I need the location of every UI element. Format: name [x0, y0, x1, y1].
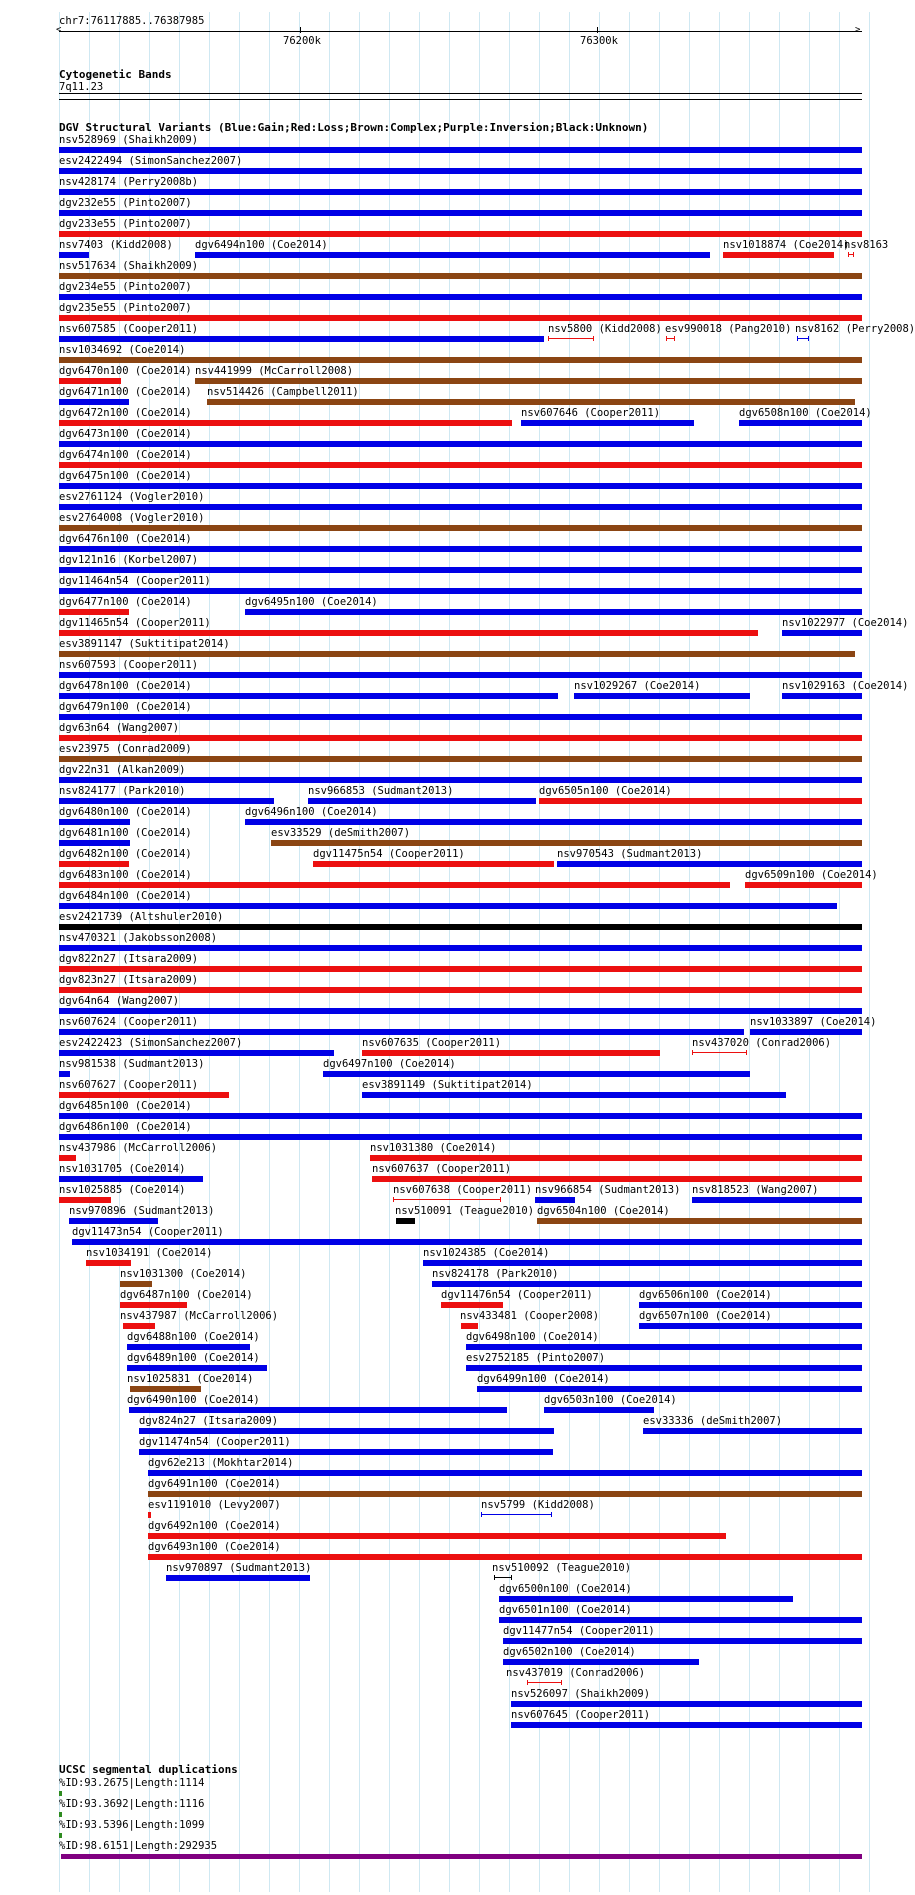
- variant-bar[interactable]: [139, 1428, 554, 1434]
- variant-bar[interactable]: [59, 483, 862, 489]
- segdup-track-title: UCSC segmental duplications: [59, 1763, 238, 1776]
- segdup-label[interactable]: %ID:93.5396|Length:1099: [59, 1819, 205, 1831]
- variant-bar[interactable]: [548, 338, 594, 339]
- variant-label[interactable]: dgv6480n100 (Coe2014): [59, 806, 192, 818]
- variant-label[interactable]: nsv607627 (Cooper2011): [59, 1079, 199, 1091]
- ruler-arrow-right-icon: >: [855, 25, 861, 35]
- variant-bar[interactable]: [59, 1029, 744, 1035]
- variant-label[interactable]: dgv11464n54 (Cooper2011): [59, 575, 211, 587]
- variant-bar[interactable]: [643, 1428, 862, 1434]
- variant-bar[interactable]: [692, 1197, 862, 1203]
- variant-bar[interactable]: [557, 861, 862, 867]
- variant-bar[interactable]: [59, 546, 862, 552]
- variant-label[interactable]: dgv6501n100 (Coe2014): [499, 1604, 632, 1616]
- variant-label[interactable]: dgv6479n100 (Coe2014): [59, 701, 192, 713]
- variant-bar[interactable]: [503, 1638, 862, 1644]
- variant-bar[interactable]: [499, 1596, 793, 1602]
- variant-label[interactable]: dgv22n31 (Alkan2009): [59, 764, 186, 776]
- variant-bar[interactable]: [639, 1323, 862, 1329]
- variant-label[interactable]: esv2752185 (Pinto2007): [466, 1352, 606, 1364]
- variant-label[interactable]: dgv6472n100 (Coe2014): [59, 407, 192, 419]
- ruler-arrow-left-icon: <: [56, 25, 62, 35]
- variant-label[interactable]: nsv441999 (McCarroll2008): [195, 365, 354, 377]
- variant-label[interactable]: dgv6486n100 (Coe2014): [59, 1121, 192, 1133]
- variant-label[interactable]: dgv6494n100 (Coe2014): [195, 239, 328, 251]
- variant-label[interactable]: dgv6504n100 (Coe2014): [537, 1205, 670, 1217]
- variant-label[interactable]: nsv966854 (Sudmant2013): [535, 1184, 681, 1196]
- variant-label[interactable]: dgv6474n100 (Coe2014): [59, 449, 192, 461]
- variant-label[interactable]: nsv607646 (Cooper2011): [521, 407, 661, 419]
- variant-label[interactable]: dgv6488n100 (Coe2014): [127, 1331, 260, 1343]
- variant-label[interactable]: nsv1022977 (Coe2014): [782, 617, 909, 629]
- variant-label[interactable]: esv23975 (Conrad2009): [59, 743, 192, 755]
- variant-bar[interactable]: [59, 1176, 203, 1182]
- variant-label[interactable]: nsv1029163 (Coe2014): [782, 680, 909, 692]
- dgv-track-title: DGV Structural Variants (Blue:Gain;Red:Loss;Brown:Complex;Purple:Inversion;Black:Unknown): [59, 121, 649, 134]
- variant-bar[interactable]: [59, 924, 862, 930]
- variant-bar[interactable]: [59, 882, 730, 888]
- variant-bar[interactable]: [848, 254, 854, 255]
- variant-bar[interactable]: [139, 1449, 553, 1455]
- ruler-tick-label: 76200k: [283, 35, 321, 47]
- variant-label[interactable]: nsv526097 (Shaikh2009): [511, 1688, 651, 1700]
- variant-bar[interactable]: [59, 1092, 229, 1098]
- variant-bar[interactable]: [120, 1281, 152, 1287]
- variant-label[interactable]: dgv6483n100 (Coe2014): [59, 869, 192, 881]
- variant-bar[interactable]: [511, 1701, 862, 1707]
- variant-bar[interactable]: [59, 987, 862, 993]
- variant-bar[interactable]: [59, 693, 558, 699]
- variant-label[interactable]: dgv6489n100 (Coe2014): [127, 1352, 260, 1364]
- variant-label[interactable]: nsv437986 (McCarroll2006): [59, 1142, 218, 1154]
- variant-bar[interactable]: [494, 1577, 512, 1578]
- variant-label[interactable]: dgv6496n100 (Coe2014): [245, 806, 378, 818]
- variant-label[interactable]: nsv1034692 (Coe2014): [59, 344, 186, 356]
- variant-label[interactable]: dgv63n64 (Wang2007): [59, 722, 180, 734]
- variant-bar[interactable]: [59, 966, 862, 972]
- variant-bar[interactable]: [59, 336, 544, 342]
- variant-label[interactable]: dgv6473n100 (Coe2014): [59, 428, 192, 440]
- variant-bar[interactable]: [362, 1092, 786, 1098]
- variant-label[interactable]: dgv6497n100 (Coe2014): [323, 1058, 456, 1070]
- variant-bar[interactable]: [59, 756, 862, 762]
- variant-bar[interactable]: [423, 1260, 862, 1266]
- variant-label[interactable]: dgv6477n100 (Coe2014): [59, 596, 192, 608]
- variant-label[interactable]: nsv607637 (Cooper2011): [372, 1163, 512, 1175]
- variant-bar[interactable]: [544, 1407, 654, 1413]
- variant-bar[interactable]: [127, 1344, 250, 1350]
- variant-label[interactable]: dgv6478n100 (Coe2014): [59, 680, 192, 692]
- variant-bar[interactable]: [503, 1659, 699, 1665]
- segdup-bar[interactable]: [59, 1791, 62, 1796]
- variant-label[interactable]: dgv11477n54 (Cooper2011): [503, 1625, 655, 1637]
- variant-bar[interactable]: [739, 420, 862, 426]
- variant-bar[interactable]: [59, 1008, 862, 1014]
- variant-label[interactable]: dgv6490n100 (Coe2014): [127, 1394, 260, 1406]
- variant-label[interactable]: nsv607638 (Cooper2011): [393, 1184, 533, 1196]
- variant-bar[interactable]: [396, 1218, 415, 1224]
- variant-bar[interactable]: [207, 399, 855, 405]
- variant-bar[interactable]: [466, 1365, 862, 1371]
- variant-bar[interactable]: [245, 819, 862, 825]
- variant-bar[interactable]: [59, 567, 862, 573]
- variant-label[interactable]: dgv6506n100 (Coe2014): [639, 1289, 772, 1301]
- segdup-bar[interactable]: [59, 1812, 62, 1817]
- variant-label[interactable]: dgv6505n100 (Coe2014): [539, 785, 672, 797]
- variant-label[interactable]: nsv824178 (Park2010): [432, 1268, 559, 1280]
- cytoband-track-title: Cytogenetic Bands: [59, 68, 172, 81]
- variant-label[interactable]: dgv232e55 (Pinto2007): [59, 197, 192, 209]
- variant-label[interactable]: nsv1025831 (Coe2014): [127, 1373, 254, 1385]
- variant-bar[interactable]: [432, 1281, 862, 1287]
- variant-bar[interactable]: [750, 1029, 862, 1035]
- variant-bar[interactable]: [59, 588, 862, 594]
- variant-label[interactable]: nsv1031705 (Coe2014): [59, 1163, 186, 1175]
- variant-label[interactable]: dgv6487n100 (Coe2014): [120, 1289, 253, 1301]
- variant-bar[interactable]: [148, 1491, 862, 1497]
- variant-bar[interactable]: [499, 1617, 862, 1623]
- variant-label[interactable]: nsv1031300 (Coe2014): [120, 1268, 247, 1280]
- variant-bar[interactable]: [59, 651, 855, 657]
- variant-bar[interactable]: [535, 1197, 575, 1203]
- variant-bar[interactable]: [59, 189, 862, 195]
- variant-label[interactable]: nsv428174 (Perry2008b): [59, 176, 199, 188]
- variant-label[interactable]: esv990018 (Pang2010): [665, 323, 792, 335]
- variant-label[interactable]: esv2422494 (SimonSanchez2007): [59, 155, 243, 167]
- variant-label[interactable]: esv2421739 (Altshuler2010): [59, 911, 224, 923]
- variant-bar[interactable]: [461, 1323, 478, 1329]
- variant-label[interactable]: nsv470321 (Jakobsson2008): [59, 932, 218, 944]
- variant-bar[interactable]: [666, 338, 675, 339]
- variant-bar[interactable]: [59, 378, 121, 384]
- variant-label[interactable]: nsv8163: [844, 239, 889, 251]
- variant-label[interactable]: nsv8162 (Perry2008): [795, 323, 915, 335]
- variant-label[interactable]: nsv970896 (Sudmant2013): [69, 1205, 215, 1217]
- variant-bar[interactable]: [537, 1218, 862, 1224]
- variant-bar[interactable]: [362, 1050, 660, 1056]
- variant-label[interactable]: esv33529 (deSmith2007): [271, 827, 411, 839]
- variant-label[interactable]: nsv1033897 (Coe2014): [750, 1016, 877, 1028]
- variant-label[interactable]: dgv824n27 (Itsara2009): [139, 1415, 279, 1427]
- variant-bar[interactable]: [308, 798, 536, 804]
- variant-bar[interactable]: [69, 1218, 158, 1224]
- variant-label[interactable]: dgv62e213 (Mokhtar2014): [148, 1457, 294, 1469]
- variant-bar[interactable]: [148, 1470, 862, 1476]
- variant-label[interactable]: nsv607585 (Cooper2011): [59, 323, 199, 335]
- variant-bar[interactable]: [782, 630, 862, 636]
- variant-bar[interactable]: [639, 1302, 862, 1308]
- variant-bar[interactable]: [271, 840, 862, 846]
- variant-label[interactable]: dgv6485n100 (Coe2014): [59, 1100, 192, 1112]
- variant-bar[interactable]: [59, 819, 130, 825]
- variant-label[interactable]: esv3891147 (Suktitipat2014): [59, 638, 230, 650]
- variant-label[interactable]: nsv824177 (Park2010): [59, 785, 186, 797]
- variant-label[interactable]: dgv235e55 (Pinto2007): [59, 302, 192, 314]
- cytoband-label[interactable]: 7q11.23: [59, 81, 104, 93]
- variant-label[interactable]: nsv1024385 (Coe2014): [423, 1247, 550, 1259]
- variant-label[interactable]: dgv6493n100 (Coe2014): [148, 1541, 281, 1553]
- variant-label[interactable]: dgv822n27 (Itsara2009): [59, 953, 199, 965]
- variant-label[interactable]: nsv607624 (Cooper2011): [59, 1016, 199, 1028]
- variant-label[interactable]: nsv510091 (Teague2010): [395, 1205, 535, 1217]
- variant-bar[interactable]: [59, 735, 862, 741]
- variant-label[interactable]: dgv233e55 (Pinto2007): [59, 218, 192, 230]
- region-label: chr7:76117885..76387985: [59, 15, 205, 27]
- variant-label[interactable]: dgv6491n100 (Coe2014): [148, 1478, 281, 1490]
- variant-bar[interactable]: [59, 630, 758, 636]
- variant-label[interactable]: dgv6470n100 (Coe2014): [59, 365, 192, 377]
- variant-label[interactable]: esv3891149 (Suktitipat2014): [362, 1079, 533, 1091]
- variant-bar[interactable]: [797, 338, 809, 339]
- variant-bar[interactable]: [148, 1533, 726, 1539]
- variant-label[interactable]: dgv6492n100 (Coe2014): [148, 1520, 281, 1532]
- variant-bar[interactable]: [372, 1176, 862, 1182]
- variant-label[interactable]: nsv437987 (McCarroll2006): [120, 1310, 279, 1322]
- variant-label[interactable]: dgv11465n54 (Cooper2011): [59, 617, 211, 629]
- variant-bar[interactable]: [59, 273, 862, 279]
- variant-bar[interactable]: [130, 1386, 201, 1392]
- variant-label[interactable]: dgv6498n100 (Coe2014): [466, 1331, 599, 1343]
- variant-bar[interactable]: [59, 462, 862, 468]
- variant-bar[interactable]: [59, 1050, 334, 1056]
- variant-bar[interactable]: [59, 714, 862, 720]
- variant-bar[interactable]: [745, 882, 862, 888]
- variant-bar[interactable]: [323, 1071, 750, 1077]
- variant-bar[interactable]: [511, 1722, 862, 1728]
- segdup-bar[interactable]: [61, 1854, 862, 1859]
- variant-bar[interactable]: [527, 1682, 562, 1683]
- variant-bar[interactable]: [441, 1302, 503, 1308]
- variant-bar[interactable]: [723, 252, 834, 258]
- variant-bar[interactable]: [59, 168, 862, 174]
- segdup-bar[interactable]: [59, 1833, 62, 1838]
- variant-bar[interactable]: [59, 672, 862, 678]
- variant-bar[interactable]: [59, 609, 129, 615]
- variant-bar[interactable]: [692, 1052, 747, 1053]
- variant-label[interactable]: nsv970897 (Sudmant2013): [166, 1562, 312, 1574]
- variant-bar[interactable]: [120, 1302, 187, 1308]
- variant-bar[interactable]: [574, 693, 750, 699]
- variant-label[interactable]: nsv517634 (Shaikh2009): [59, 260, 199, 272]
- variant-label[interactable]: dgv11473n54 (Cooper2011): [72, 1226, 224, 1238]
- variant-bar[interactable]: [59, 441, 862, 447]
- variant-label[interactable]: dgv6500n100 (Coe2014): [499, 1583, 632, 1595]
- variant-bar[interactable]: [59, 147, 862, 153]
- variant-bar[interactable]: [59, 861, 129, 867]
- variant-label[interactable]: nsv970543 (Sudmant2013): [557, 848, 703, 860]
- variant-bar[interactable]: [477, 1386, 862, 1392]
- variant-bar[interactable]: [72, 1239, 862, 1245]
- variant-label[interactable]: nsv1018874 (Coe2014): [723, 239, 850, 251]
- variant-label[interactable]: dgv6495n100 (Coe2014): [245, 596, 378, 608]
- variant-bar[interactable]: [370, 1155, 862, 1161]
- variant-bar[interactable]: [86, 1260, 131, 1266]
- variant-bar[interactable]: [59, 252, 89, 258]
- variant-label[interactable]: nsv7403 (Kidd2008): [59, 239, 173, 251]
- variant-label[interactable]: dgv11475n54 (Cooper2011): [313, 848, 465, 860]
- variant-label[interactable]: dgv11474n54 (Cooper2011): [139, 1436, 291, 1448]
- variant-bar[interactable]: [166, 1575, 310, 1581]
- variant-label[interactable]: nsv607593 (Cooper2011): [59, 659, 199, 671]
- variant-bar[interactable]: [195, 378, 862, 384]
- segdup-label[interactable]: %ID:93.2675|Length:1114: [59, 1777, 205, 1789]
- variant-bar[interactable]: [59, 1113, 862, 1119]
- variant-bar[interactable]: [59, 903, 837, 909]
- variant-label[interactable]: nsv433481 (Cooper2008): [460, 1310, 600, 1322]
- variant-bar[interactable]: [59, 210, 862, 216]
- variant-label[interactable]: nsv5800 (Kidd2008): [548, 323, 662, 335]
- variant-label[interactable]: dgv823n27 (Itsara2009): [59, 974, 199, 986]
- variant-label[interactable]: dgv6502n100 (Coe2014): [503, 1646, 636, 1658]
- variant-label[interactable]: nsv981538 (Sudmant2013): [59, 1058, 205, 1070]
- variant-label[interactable]: esv2761124 (Vogler2010): [59, 491, 205, 503]
- variant-bar[interactable]: [59, 840, 130, 846]
- variant-label[interactable]: esv1191010 (Levy2007): [148, 1499, 281, 1511]
- variant-bar[interactable]: [521, 420, 694, 426]
- variant-label[interactable]: nsv966853 (Sudmant2013): [308, 785, 454, 797]
- variant-bar[interactable]: [59, 420, 512, 426]
- variant-label[interactable]: dgv6475n100 (Coe2014): [59, 470, 192, 482]
- variant-bar[interactable]: [481, 1514, 552, 1515]
- variant-label[interactable]: esv2764008 (Vogler2010): [59, 512, 205, 524]
- variant-label[interactable]: dgv6508n100 (Coe2014): [739, 407, 872, 419]
- variant-label[interactable]: nsv437019 (Conrad2006): [506, 1667, 646, 1679]
- variant-bar[interactable]: [59, 1071, 70, 1077]
- ruler-tick-label: 76300k: [580, 35, 618, 47]
- variant-bar[interactable]: [123, 1323, 155, 1329]
- variant-label[interactable]: dgv6499n100 (Coe2014): [477, 1373, 610, 1385]
- variant-label[interactable]: dgv6481n100 (Coe2014): [59, 827, 192, 839]
- variant-label[interactable]: dgv6471n100 (Coe2014): [59, 386, 192, 398]
- variant-label[interactable]: dgv6509n100 (Coe2014): [745, 869, 878, 881]
- variant-label[interactable]: dgv64n64 (Wang2007): [59, 995, 180, 1007]
- segdup-label[interactable]: %ID:98.6151|Length:292935: [59, 1840, 218, 1852]
- variant-label[interactable]: dgv6484n100 (Coe2014): [59, 890, 192, 902]
- variant-label[interactable]: nsv1029267 (Coe2014): [574, 680, 701, 692]
- variant-bar[interactable]: [59, 1134, 862, 1140]
- variant-bar[interactable]: [59, 231, 862, 237]
- variant-bar[interactable]: [129, 1407, 507, 1413]
- variant-label[interactable]: dgv121n16 (Korbel2007): [59, 554, 199, 566]
- variant-bar[interactable]: [59, 525, 862, 531]
- variant-bar[interactable]: [393, 1199, 501, 1200]
- variant-bar[interactable]: [148, 1512, 151, 1518]
- variant-bar[interactable]: [59, 315, 862, 321]
- variant-bar[interactable]: [59, 777, 862, 783]
- variant-label[interactable]: dgv11476n54 (Cooper2011): [441, 1289, 593, 1301]
- variant-bar[interactable]: [245, 609, 862, 615]
- variant-bar[interactable]: [148, 1554, 862, 1560]
- variant-label[interactable]: nsv607645 (Cooper2011): [511, 1709, 651, 1721]
- variant-label[interactable]: nsv1034191 (Coe2014): [86, 1247, 213, 1259]
- variant-label[interactable]: dgv6476n100 (Coe2014): [59, 533, 192, 545]
- variant-label[interactable]: nsv818523 (Wang2007): [692, 1184, 819, 1196]
- variant-bar[interactable]: [59, 504, 862, 510]
- variant-bar[interactable]: [127, 1365, 267, 1371]
- variant-label[interactable]: dgv6482n100 (Coe2014): [59, 848, 192, 860]
- variant-bar[interactable]: [59, 399, 129, 405]
- variant-label[interactable]: dgv234e55 (Pinto2007): [59, 281, 192, 293]
- variant-label[interactable]: nsv510092 (Teague2010): [492, 1562, 632, 1574]
- variant-bar[interactable]: [59, 1155, 76, 1161]
- variant-bar[interactable]: [466, 1344, 862, 1350]
- variant-label[interactable]: esv2422423 (SimonSanchez2007): [59, 1037, 243, 1049]
- variant-label[interactable]: nsv5799 (Kidd2008): [481, 1499, 595, 1511]
- variant-bar[interactable]: [59, 945, 862, 951]
- variant-bar[interactable]: [59, 1197, 111, 1203]
- variant-bar[interactable]: [539, 798, 862, 804]
- variant-label[interactable]: dgv6503n100 (Coe2014): [544, 1394, 677, 1406]
- variant-label[interactable]: nsv437020 (Conrad2006): [692, 1037, 832, 1049]
- variant-bar[interactable]: [195, 252, 710, 258]
- variant-label[interactable]: esv33336 (deSmith2007): [643, 1415, 783, 1427]
- variant-bar[interactable]: [59, 294, 862, 300]
- variant-bar[interactable]: [59, 357, 862, 363]
- variant-bar[interactable]: [782, 693, 862, 699]
- variant-label[interactable]: nsv528969 (Shaikh2009): [59, 134, 199, 146]
- variant-label[interactable]: nsv1025885 (Coe2014): [59, 1184, 186, 1196]
- variant-bar[interactable]: [59, 798, 274, 804]
- variant-label[interactable]: dgv6507n100 (Coe2014): [639, 1310, 772, 1322]
- variant-label[interactable]: nsv1031380 (Coe2014): [370, 1142, 497, 1154]
- variant-bar[interactable]: [313, 861, 554, 867]
- segdup-label[interactable]: %ID:93.3692|Length:1116: [59, 1798, 205, 1810]
- variant-label[interactable]: nsv607635 (Cooper2011): [362, 1037, 502, 1049]
- variant-label[interactable]: nsv514426 (Campbell2011): [207, 386, 359, 398]
